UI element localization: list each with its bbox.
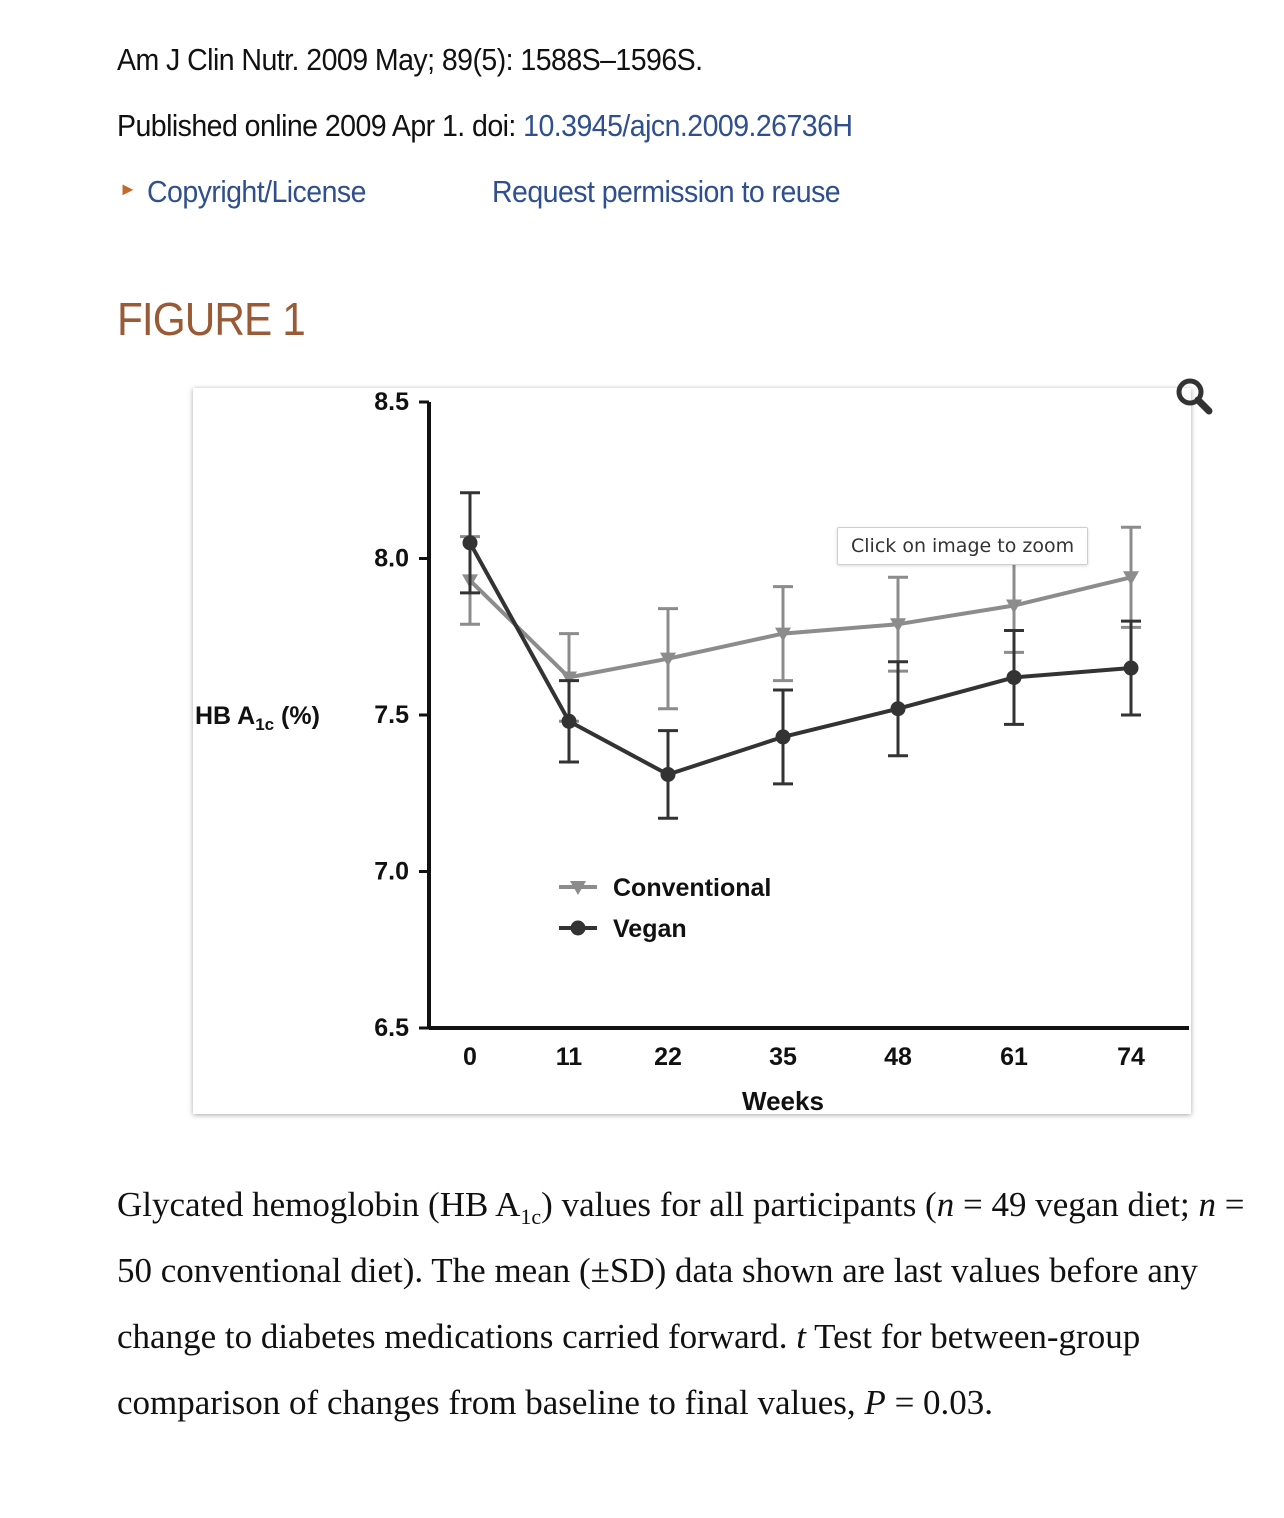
- data-point-vegan: [463, 535, 478, 550]
- x-tick-label: 22: [654, 1043, 682, 1071]
- caption-text-4: = 50 conventional diet). The mean (±SD) data shown are last values before any change to diabetes medications carried forward.: [117, 1185, 1245, 1356]
- expand-triangle-icon[interactable]: ►: [119, 179, 137, 199]
- data-point-vegan: [776, 729, 791, 744]
- legend-label-conventional: Conventional: [613, 874, 772, 902]
- legend-label-vegan: Vegan: [613, 915, 687, 943]
- figure-image[interactable]: [193, 388, 1191, 1114]
- caption-italic-n2: n: [1198, 1185, 1216, 1224]
- data-point-vegan: [661, 767, 676, 782]
- caption-text-3: = 49 vegan diet;: [954, 1185, 1199, 1224]
- license-row: [117, 174, 1017, 214]
- x-tick-label: 48: [884, 1043, 912, 1071]
- y-axis-label: [195, 702, 320, 734]
- zoom-tooltip: Click on image to zoom: [837, 527, 1088, 565]
- legend: [559, 874, 771, 943]
- caption-text-1: Glycated hemoglobin (HB A: [117, 1185, 521, 1224]
- caption-italic-t: t: [796, 1317, 807, 1356]
- data-point-vegan: [1007, 670, 1022, 685]
- data-point-vegan: [891, 701, 906, 716]
- caption-italic-n1: n: [936, 1185, 955, 1224]
- caption-italic-p: P: [864, 1383, 886, 1422]
- copyright-license-link[interactable]: Copyright/License: [147, 174, 366, 209]
- data-point-vegan: [562, 714, 577, 729]
- caption-subscript: 1c: [520, 1204, 542, 1229]
- data-point-vegan: [1124, 661, 1139, 676]
- y-tick-label: 8.5: [374, 388, 409, 416]
- figure-caption: [117, 1172, 1267, 1436]
- caption-text-2: ) values for all participants (: [541, 1185, 937, 1224]
- caption-text-6: = 0.03.: [885, 1383, 994, 1422]
- magnifier-zoom-icon[interactable]: [1172, 374, 1216, 418]
- published-line: [117, 108, 852, 144]
- request-permission-link[interactable]: Request permission to reuse: [492, 174, 841, 209]
- y-axis-label-suffix: (%): [274, 702, 320, 730]
- y-tick-label: 7.5: [374, 701, 409, 729]
- doi-link[interactable]: 10.3945/ajcn.2009.26736H: [523, 108, 853, 143]
- citation: Am J Clin Nutr. 2009 May; 89(5): 1588S–1596S.: [117, 42, 703, 77]
- y-axis-label-sub: 1c: [255, 715, 275, 734]
- y-tick-label: 6.5: [374, 1014, 409, 1042]
- y-axis-label-main: HB A: [195, 702, 256, 730]
- x-tick-label: 11: [555, 1043, 583, 1071]
- y-tick-label: 8.0: [374, 544, 409, 573]
- figure-label: FIGURE 1: [117, 293, 305, 345]
- x-tick-label: 61: [1000, 1043, 1028, 1071]
- line-chart: [193, 388, 1191, 1114]
- y-tick-label: 7.0: [374, 857, 409, 886]
- x-tick-label: 0: [463, 1043, 477, 1071]
- x-tick-label: 35: [769, 1043, 797, 1071]
- x-tick-label: 74: [1117, 1043, 1145, 1071]
- legend-marker-vegan: [571, 921, 586, 936]
- published-prefix: Published online 2009 Apr 1. doi:: [117, 108, 524, 143]
- x-axis-label: Weeks: [742, 1086, 824, 1114]
- caption-text-5: Test for between-group comparison of changes from baseline to final values,: [117, 1317, 1141, 1422]
